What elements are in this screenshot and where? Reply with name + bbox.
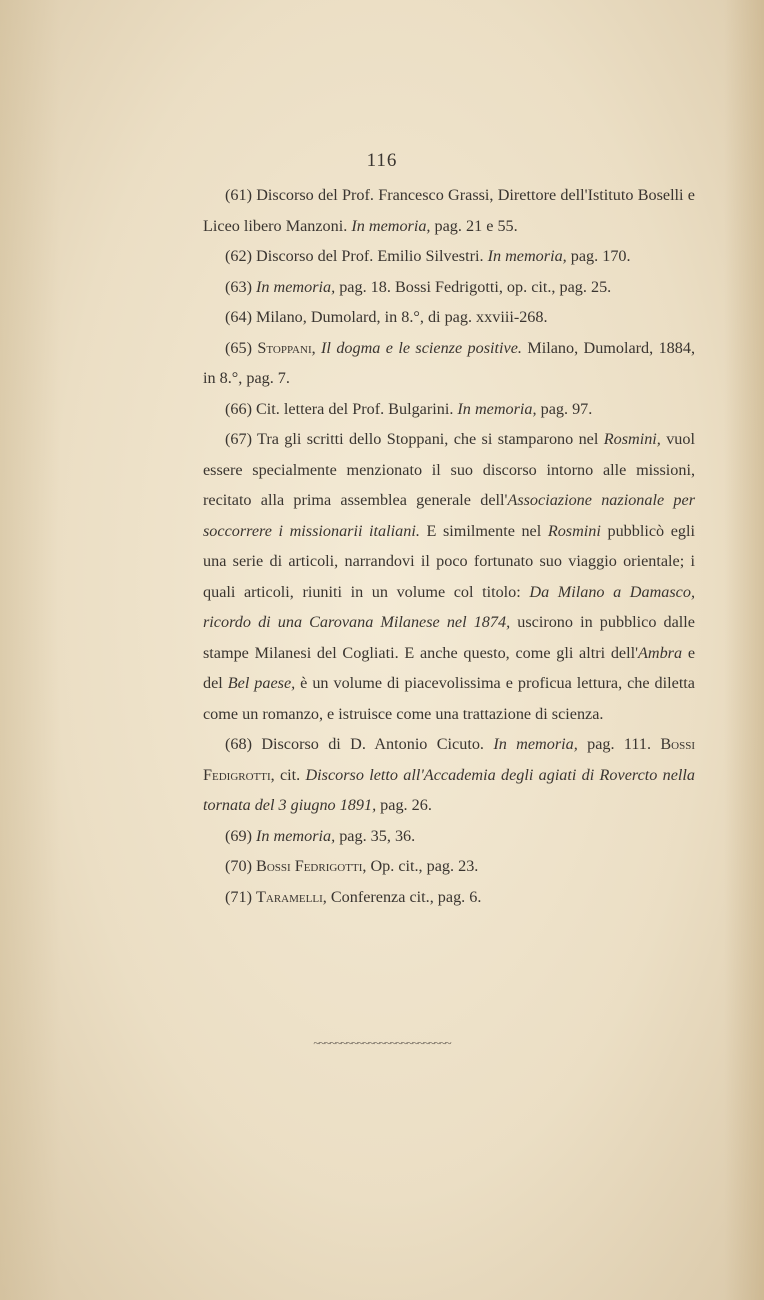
footnote-70: (70) Bossi Fedrigotti, Op. cit., pag. 23. bbox=[225, 857, 479, 875]
page-edge-shadow-right bbox=[724, 0, 764, 1300]
footnote-63: (63) In memoria, pag. 18. Bossi Fedrigotti, op. cit., pag. 25. bbox=[225, 277, 612, 296]
page-edge-shadow-left bbox=[0, 0, 60, 1300]
footnote-61: (61) Discorso del Prof. Francesco Grassi, Direttore dell'Istituto Boselli e Liceo libero Manzoni. In memoria, pag. 21 e 55. bbox=[203, 186, 695, 235]
end-ornament: ~~~~~~~~~~~~~~~~~~~~~~~~~ bbox=[313, 1036, 451, 1050]
footnote-64: (64) Milano, Dumolard, in 8.°, di pag. xxviii-268. bbox=[225, 308, 548, 326]
footnotes-block bbox=[203, 180, 695, 912]
footnote-66: (66) Cit. lettera del Prof. Bulgarini. In memoria, pag. 97. bbox=[225, 399, 593, 418]
footnote-65: (65) Stoppani, Il dogma e le scienze positive. Milano, Dumolard, 1884, in 8.°, pag. 7. bbox=[203, 338, 696, 387]
page-number: 116 bbox=[366, 150, 398, 171]
footnote-68: (68) Discorso di D. Antonio Cicuto. In memoria, pag. 111. Bossi Fedigrotti, cit. Discorso letto all'Accademia degli agiati di Rovercto nella tornata del 3 giugno 1891, pag. 26. bbox=[203, 735, 695, 814]
footnote-67: (67) Tra gli scritti dello Stoppani, che si stamparono nel Rosmini, vuol essere specialmente menzionato il suo discorso intorno alle missioni, recitato alla prima assemblea generale dell'Associazione nazionale per soccorrere i missionarii italiani. E similmente nel Rosmini pubblicò egli una serie di articoli, narrandovi il poco fortunato suo viaggio orientale; i quali articoli, riuniti in un volume col titolo: Da Milano a Damasco, ricordo di una Carovana Milanese nel 1874, uscirono in pubblico dalle stampe Milanesi del Cogliati. E anche questo, come gli altri dell'Ambra e del Bel paese, è un volume di piacevolissima e proficua lettura, che diletta come un romanzo, e istruisce come una trattazione di scienza. bbox=[203, 430, 695, 723]
footnote-62: (62) Discorso del Prof. Emilio Silvestri. In memoria, pag. 170. bbox=[225, 247, 631, 265]
footnote-69: (69) In memoria, pag. 35, 36. bbox=[225, 826, 416, 845]
footnote-71: (71) Taramelli, Conferenza cit., pag. 6. bbox=[225, 887, 482, 906]
